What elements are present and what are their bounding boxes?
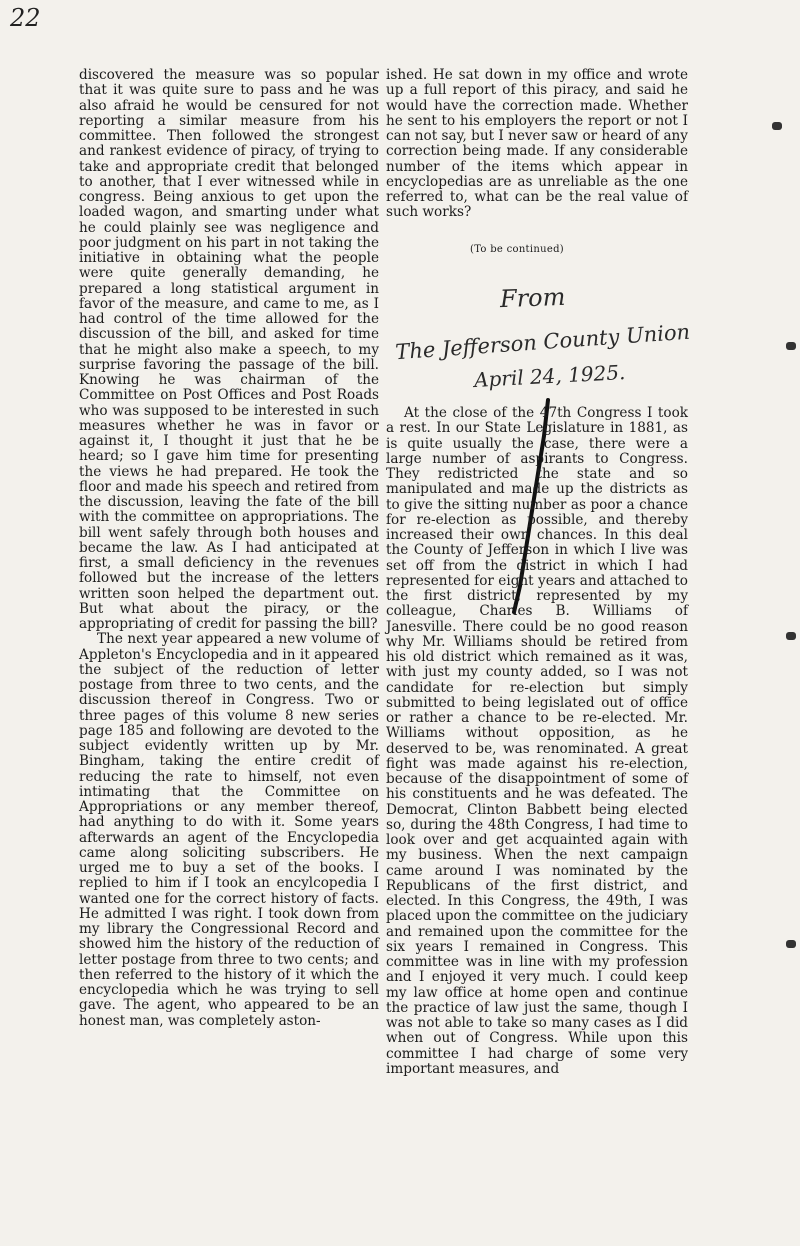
scan-edge-mark: [786, 632, 796, 640]
scan-edge-mark: [786, 940, 796, 948]
handwritten-date: April 24, 1925.: [473, 360, 626, 392]
right-column-top: [386, 68, 688, 221]
scan-edge-mark: [772, 122, 782, 130]
right-top-paragraph: ished. He sat down in my office and wrote up a full report of this piracy, and said he would have the correction made. Whether he sent to his employers the report or not I can not say, but I never saw or heard of any correction being made. If any considerable number of the items which appear in encyclopedias are as unreliable as the one referred to, what can be the real value of such works?: [386, 67, 688, 221]
left-column: [79, 68, 379, 1029]
left-paragraph-2: The next year appeared a new volume of Appleton's Encyclopedia and in it appeared the subject of the reduction of letter postage from three to two cents, and the discussion thereof in Congress. Two or three pages of this volume 8 new series page 185 and following are devoted to the subject evidently written up by Mr. Bingham, taking the entire credit of reducing the rate to himself, not even intimating that the Committee on Appropriations or any member thereof, had anything to do with it. Some years afterwards an agent of the Encyclopedia came along soliciting subscribers. He urged me to buy a set of the books. I replied to him if I took an encylcopedia I wanted one for the correct history of facts. He admitted I was right. I took down from my library the Congressional Record and showed him the history of the reduction of letter postage from three to two cents; and then referred to the history of it which the encyclopedia which he was trying to sell gave. The agent, who appeared to be an honest man, was completely aston-: [79, 631, 379, 1029]
scan-edge-mark: [786, 342, 796, 350]
right-bottom-paragraph: At the close of the 47th Congress I took a rest. In our State Legislature in 1881, as is quite usually the case, there were a large number of aspirants to Congress. They redistricted the state and so manipulated and made up the districts as to give the sitting number as poor a chance for re-election as possible, and thereby increased their own chances. In this deal the County of Jefferson in which I live was set off from the district in which I had represented for eight years and attached to the first district, represented by my colleague, Charles B. Williams of Janesville. There could be no good reason why Mr. Williams should be retired from his old district which remained as it was, with just my county added, so I was not candidate for re-election but simply submitted to being legislated out of office or rather a chance to be re-elected. Mr. Williams without opposition, as he deserved to be, was renominated. A great fight was made against his re-election, because of the disappointment of some of his constituents and he was defeated. The Democrat, Clinton Babbett being elected so, during the 48th Congress, I had time to look over and get acquainted again with my business. When the next campaign came around I was nominated by the Republicans of the first district, and elected. In this Congress, the 49th, I was placed upon the committee on the judiciary and remained upon the committee for the six years I remained in Congress. This committee was in line with my profession and I enjoyed it very much. I could keep my law office at home open and continue the practice of law just the same, though I was not able to take so many cases as I did when out of Congress. While upon this committee I had charge of some very important measures, and: [386, 405, 688, 1077]
handwritten-from: From: [499, 282, 566, 314]
right-column-bottom: [386, 406, 688, 1077]
to-be-continued-note: (To be continued): [470, 244, 564, 255]
left-paragraph-1: discovered the measure was so popular that it was quite sure to pass and he was also afraid he would be censured for not reporting a similar measure from his committee. Then followed the strongest and rankest evidence of piracy, of trying to take and appropriate credit that belonged to another, that I ever witnessed while in congress. Being anxious to get upon the loaded wagon, and smarting under what he could plainly see was negligence and poor judgment on his part in not taking the initiative in obtaining what the people were quite generally demanding, he prepared a long statistical argument in favor of the measure, and came to me, as I had control of the time allowed for the discussion of the bill, and asked for time that he might also make a speech, to my surprise favoring the passage of the bill. Knowing he was chairman of the Committee on Post Offices and Post Roads who was supposed to be interested in such measures whether he was in favor or against it, I thought it just that he be heard; so I gave him time for presenting the views he had prepared. He took the floor and made his speech and retired from the discussion, leaving the fate of the bill with the committee on appropriations. The bill went safely through both houses and became the law. As I had anticipated at first, a small deficiency in the revenues followed but the increase of the letters written soon helped the department out. But what about the piracy, or the appropriating of credit for passing the bill?: [79, 67, 379, 632]
handwritten-source: The Jefferson County Union: [394, 319, 691, 365]
page-number: 22: [10, 4, 41, 32]
